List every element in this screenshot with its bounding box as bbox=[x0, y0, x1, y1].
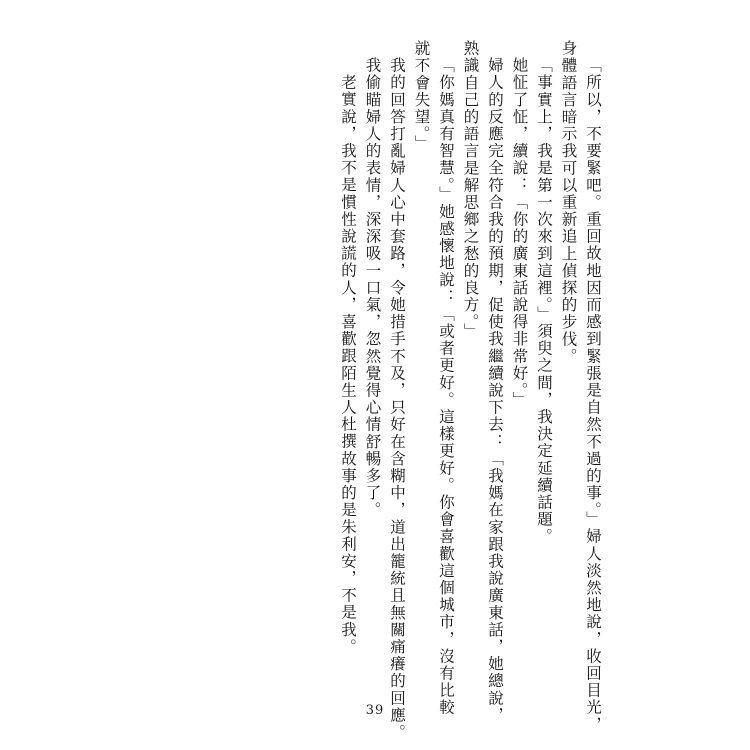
text-column: 「你媽真有智慧。」她感懷地說：「或者更好。這樣更好。你會喜歡這個城市，沒有比較 bbox=[437, 57, 455, 717]
text-column: 「所以，不要緊吧。重回故地因而感到緊張是自然不過的事。」婦人淡然地說，收回目光， bbox=[584, 57, 602, 734]
text-column: 老實說，我不是慣性說謊的人，喜歡跟陌生人杜撰故事的是朱利安，不是我。 bbox=[339, 74, 357, 656]
text-column: 我的回答打亂婦人心中套路，令她措手不及，只好在含糊中，道出籠統且無關痛癢的回應。 bbox=[388, 57, 406, 741]
text-column: 「事實上，我是第一次來到這裡。」須臾之間，我決定延續話題。 bbox=[535, 57, 553, 546]
text-column: 熟識自己的語言是解思鄉之愁的良方。」 bbox=[461, 40, 480, 341]
text-column: 婦人的反應完全符合我的預期，促使我繼續說下去：「我媽在家跟我說廣東話，她總說， bbox=[486, 57, 504, 724]
text-column: 我偷瞄婦人的表情，深深吸一口氣，忽然覺得心情舒暢多了。 bbox=[363, 57, 382, 519]
page-number: 39 bbox=[365, 703, 385, 718]
text-column: 就不會失望。」 bbox=[412, 40, 431, 152]
text-column: 她怔了怔，續說：「你的廣東話說得非常好。」 bbox=[510, 57, 529, 409]
text-column: 身體語言暗示我可以重新追上偵探的步伐。 bbox=[559, 40, 578, 365]
